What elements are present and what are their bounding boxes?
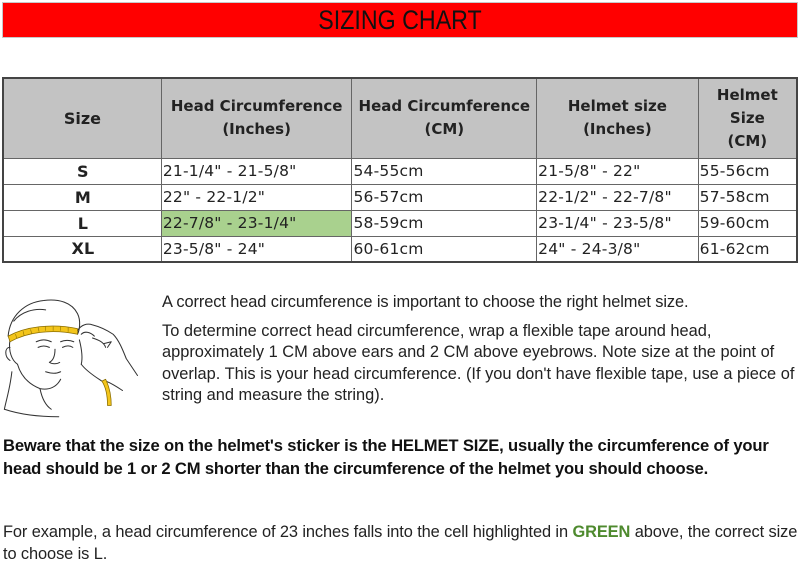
head-inches-cell: 23-5/8" - 24" [161,236,352,262]
helmet-cm-cell: 57-58cm [698,184,797,210]
table-row [3,184,797,210]
helmet-size-warning: Beware that the size on the helmet's sticker is the HELMET SIZE, usually the circumference of your head should be 1 or 2 CM shorter than the circumference of the helmet you should choose. [3,436,769,478]
head-inches-cell-highlighted: 22-7/8" - 23-1/4" [161,210,352,236]
page-title: SIZING CHART [318,4,482,35]
table-header-row [3,78,797,158]
head-measuring-tape-illustration [0,278,155,428]
helmet-cm-cell: 55-56cm [698,158,797,184]
header-helmet-size-cm: Helmet Size (CM) [698,78,797,158]
intro-text: A correct head circumference is important to choose the right helmet size. [162,293,689,311]
header-head-circumference-inches: Head Circumference (Inches) [161,78,352,158]
green-highlight-word: GREEN [572,523,631,541]
sizing-table [2,77,798,263]
size-cell: XL [3,236,161,262]
example-text: For example, a head circumference of 23 inches falls into the cell highlighted in GREEN above, the correct size to choose is L. [3,523,798,563]
table-row [3,236,797,262]
helmet-inches-cell: 24" - 24-3/8" [537,236,699,262]
header-helmet-size-inches: Helmet size (Inches) [537,78,699,158]
size-cell: S [3,158,161,184]
head-cm-cell: 60-61cm [352,236,537,262]
helmet-cm-cell: 61-62cm [698,236,797,262]
helmet-inches-cell: 21-5/8" - 22" [537,158,699,184]
header-size: Size [3,78,161,158]
head-inches-cell: 21-1/4" - 21-5/8" [161,158,352,184]
header-head-circumference-cm: Head Circumference (CM) [352,78,537,158]
head-inches-cell: 22" - 22-1/2" [161,184,352,210]
head-cm-cell: 56-57cm [352,184,537,210]
measuring-instructions: To determine correct head circumference, wrap a flexible tape around head, approximately 1 CM above ears and 2 CM above eyebrows. Note size at the point of overlap. This is your head circumference. (If you don't have flexible tape, use a piece of string and measure the string). [162,321,795,404]
head-cm-cell: 58-59cm [352,210,537,236]
helmet-inches-cell: 22-1/2" - 22-7/8" [537,184,699,210]
table-row [3,210,797,236]
title-banner [2,2,798,38]
helmet-inches-cell: 23-1/4" - 23-5/8" [537,210,699,236]
instructions-block [162,292,798,407]
size-cell: L [3,210,161,236]
helmet-cm-cell: 59-60cm [698,210,797,236]
size-cell: M [3,184,161,210]
table-row [3,158,797,184]
head-cm-cell: 54-55cm [352,158,537,184]
